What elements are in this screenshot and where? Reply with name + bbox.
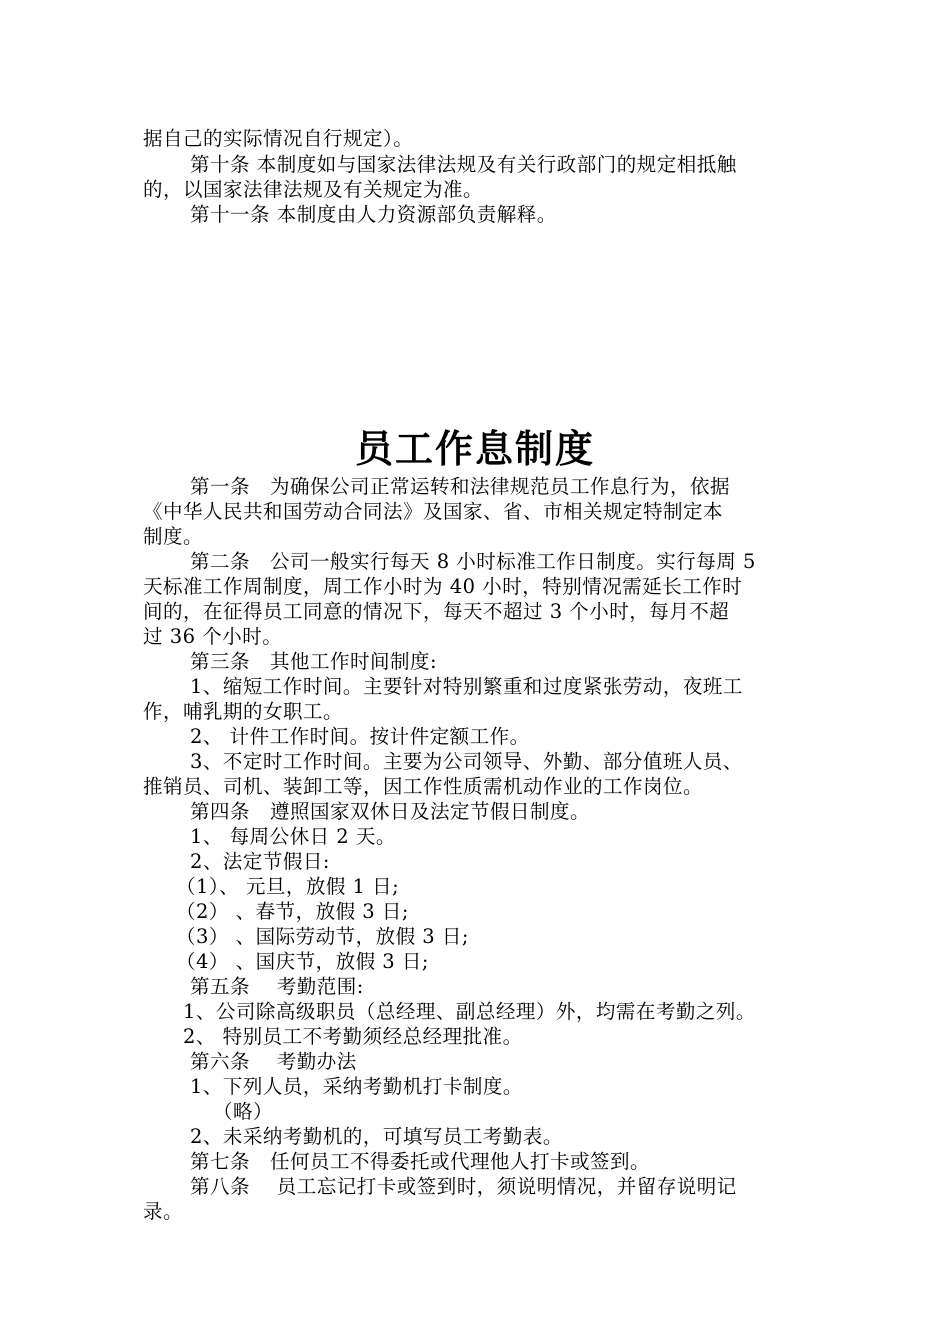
text-line: 3、不定时工作时间。主要为公司领导、外勤、部分值班人员、 <box>190 750 743 773</box>
text-line: （略） <box>213 1100 274 1123</box>
text-line: 第一条 为确保公司正常运转和法律规范员工作息行为，依据 <box>190 475 731 498</box>
text-line: 1、 每周公休日 2 天。 <box>190 825 396 848</box>
text-line: 第二条 公司一般实行每天 8 小时标准工作日制度。实行每周 5 <box>190 550 756 573</box>
text-line: 1、公司除高级职员（总经理、副总经理）外，均需在考勤之列。 <box>183 1000 756 1023</box>
text-line: 间的，在征得员工同意的情况下，每天不超过 3 个小时，每月不超 <box>143 600 730 623</box>
text-line: 1、下列人员，采纳考勤机打卡制度。 <box>190 1075 523 1098</box>
text-line: 1、缩短工作时间。主要针对特别繁重和过度紧张劳动，夜班工 <box>190 675 743 698</box>
text-line: 推销员、司机、装卸工等，因工作性质需机动作业的工作岗位。 <box>143 775 704 798</box>
text-line: （4） 、国庆节，放假 3 日; <box>176 950 429 973</box>
text-line: 录。 <box>143 1200 184 1223</box>
document-title: 员工作息制度 <box>354 427 595 471</box>
text-line: 据自己的实际情况自行规定）。 <box>143 127 414 150</box>
text-line: 2、 特别员工不考勤须经总经理批准。 <box>183 1025 523 1048</box>
text-line: 第七条 任何员工不得委托或代理他人打卡或签到。 <box>190 1150 651 1173</box>
text-line: 作，哺乳期的女职工。 <box>143 700 344 723</box>
text-line: 《中华人民共和国劳动合同法》及国家、省、市相关规定特制定本 <box>143 500 724 523</box>
text-line: 天标准工作周制度，周工作小时为 40 小时，特别情况需延长工作时 <box>143 575 743 598</box>
text-line: 第六条 考勤办法 <box>190 1050 357 1073</box>
text-line: （3） 、国际劳动节，放假 3 日; <box>176 925 469 948</box>
text-line: （1）、 元旦，放假 1 日; <box>176 875 400 898</box>
text-line: 过 36 个小时。 <box>143 625 283 648</box>
text-line: 2、 计件工作时间。按计件定额工作。 <box>190 725 530 748</box>
text-line: 2、未采纳考勤机的，可填写员工考勤表。 <box>190 1125 563 1148</box>
text-line: 2、法定节假日: <box>190 850 330 873</box>
text-line: 第八条 员工忘记打卡或签到时，须说明情况，并留存说明记 <box>190 1175 737 1198</box>
text-line: 第十一条 本制度由人力资源部负责解释。 <box>190 203 557 226</box>
text-line: 第五条 考勤范围: <box>190 975 364 998</box>
text-line: 第三条 其他工作时间制度: <box>190 650 438 673</box>
text-line: 制度。 <box>143 525 204 548</box>
text-line: （2） 、春节，放假 3 日; <box>176 900 409 923</box>
text-line: 的，以国家法律法规及有关规定为准。 <box>143 178 484 201</box>
text-line: 第四条 遵照国家双休日及法定节假日制度。 <box>190 800 591 823</box>
text-line: 第十条 本制度如与国家法律法规及有关行政部门的规定相抵触 <box>190 153 737 176</box>
